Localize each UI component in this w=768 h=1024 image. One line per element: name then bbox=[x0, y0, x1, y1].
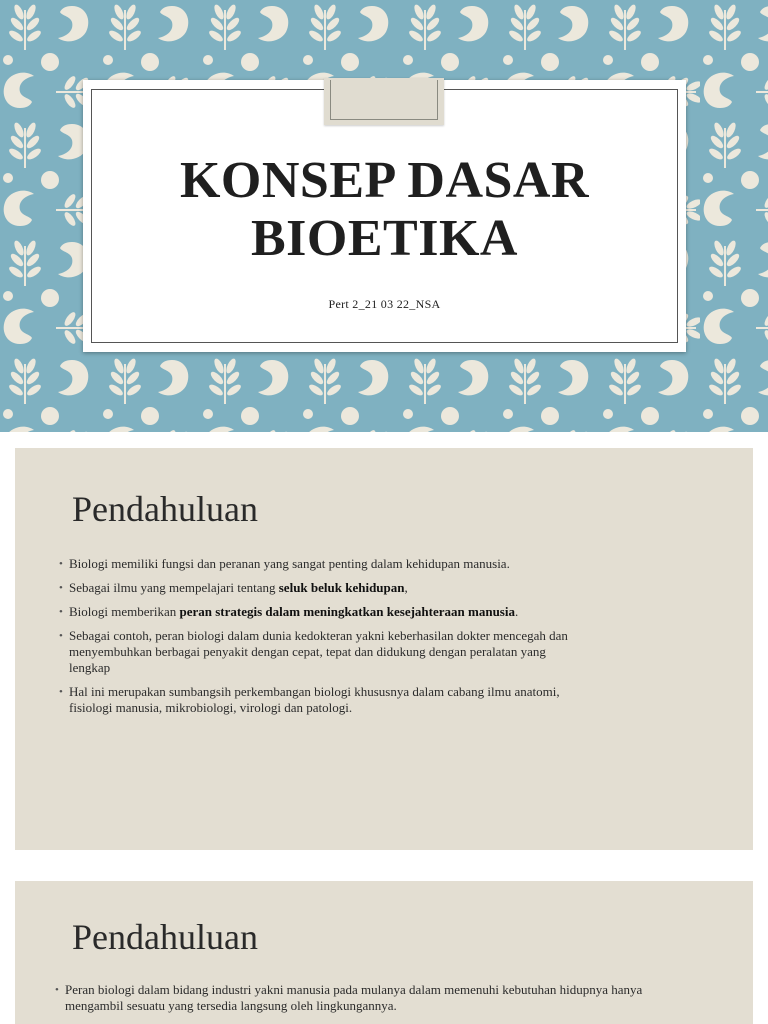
bold-phrase: seluk beluk kehidupan bbox=[278, 580, 405, 595]
bullet-item: • Biologi memberikan peran strategis dalam meningkatkan kesejahteraan manusia. bbox=[59, 604, 579, 620]
bullet-item: • Sebagai contoh, peran biologi dalam dunia kedokteran yakni keberhasilan dokter mencegah dan menyembuhkan berbagai penyakit dengan cepat, tepat dan didukung dengan peralatan yang lengkap bbox=[59, 628, 579, 676]
content-slide-1 bbox=[15, 448, 753, 850]
title-card bbox=[83, 80, 686, 352]
bullet-list bbox=[59, 556, 579, 724]
slide-heading: Pendahuluan bbox=[72, 489, 258, 529]
slide-heading: Pendahuluan bbox=[72, 917, 258, 957]
content-slide-2 bbox=[15, 881, 753, 1024]
title-card-tab bbox=[324, 78, 444, 125]
bullet-item: • Biologi memiliki fungsi dan peranan yang sangat penting dalam kehidupan manusia. bbox=[59, 556, 579, 572]
bullet-item: • Sebagai ilmu yang mempelajari tentang seluk beluk kehidupan, bbox=[59, 580, 579, 596]
bullet-list bbox=[55, 982, 695, 1022]
title-line-1: KONSEP DASAR bbox=[179, 152, 590, 209]
presentation-title bbox=[83, 152, 686, 268]
bullet-item: • Peran biologi dalam bidang industri yakni manusia pada mulanya dalam memenuhi kebutuhan hidupnya hanya mengambil sesuatu yang tersedia langsung oleh lingkungannya. bbox=[55, 982, 695, 1014]
bold-phrase: peran strategis dalam meningkatkan kesejahteraan manusia bbox=[179, 604, 515, 619]
title-line-2: BIOETIKA bbox=[251, 210, 518, 267]
presentation-subtitle: Pert 2_21 03 22_NSA bbox=[328, 297, 441, 311]
title-slide bbox=[0, 0, 768, 432]
bullet-item: • Hal ini merupakan sumbangsih perkembangan biologi khususnya dalam cabang ilmu anatomi, fisiologi manusia, mikrobiologi, virologi dan patologi. bbox=[59, 684, 579, 716]
